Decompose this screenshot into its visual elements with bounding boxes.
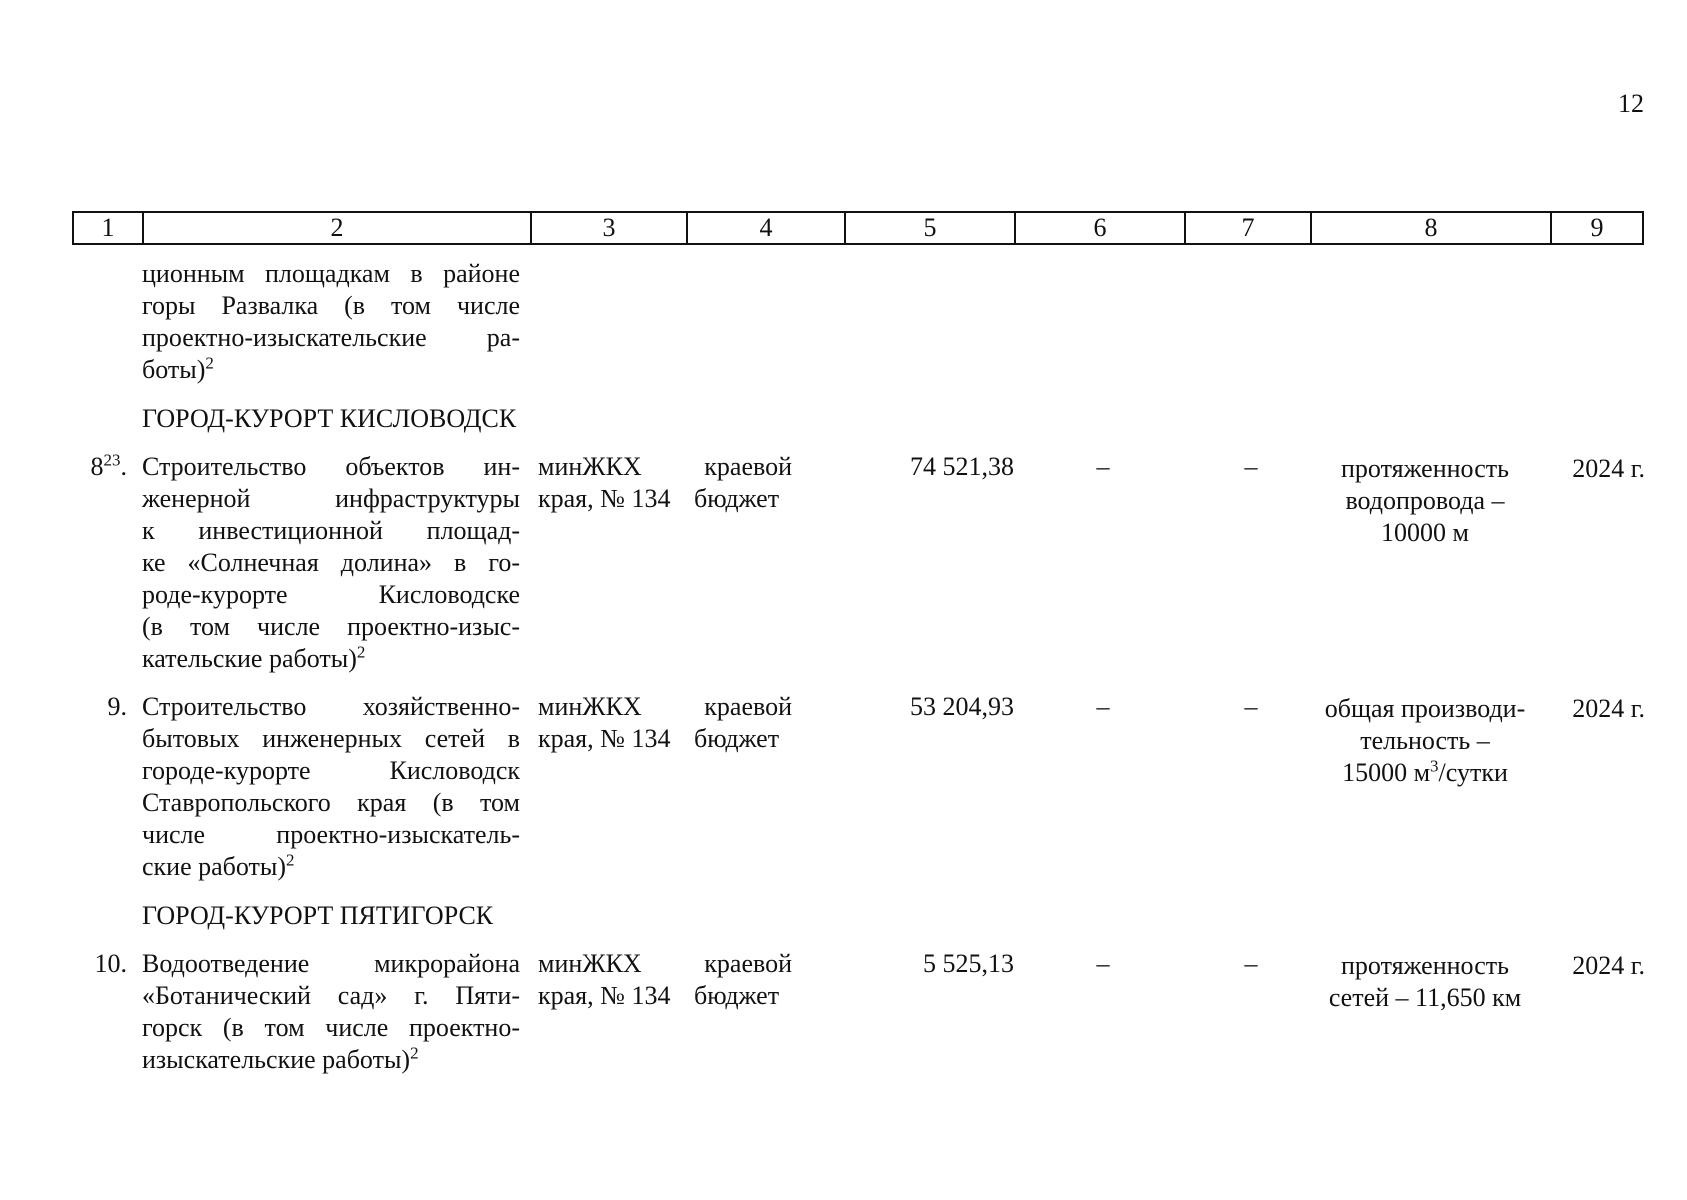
row-number: $8^{23}$. <box>90 450 127 481</box>
row-amount: 5 525,13 <box>923 949 1014 978</box>
header-col-1: 1 <box>73 212 143 244</box>
row-col7: – <box>1244 692 1258 721</box>
footnote-mark: 2 <box>356 642 366 662</box>
row-name: Строительство объектов ин- женерной инфраструктуры к инвестиционной площад- ке «Солнечная долина» в го- роде-курорте Кисловодске (в том числе проектно-изыс- кательские работы)$^2$ <box>142 452 520 673</box>
header-col-5: 5 <box>845 212 1015 244</box>
row-executor: минЖКХ края, № 134 <box>538 692 671 753</box>
row-indicator: протяженность сетей – 11,650 км <box>1328 951 1522 1012</box>
row-amount: 74 521,38 <box>910 452 1014 481</box>
row-col6: – <box>1096 949 1110 978</box>
header-col-7: 7 <box>1185 212 1311 244</box>
row-indicator: протяженность водопровода – 10000 м <box>1341 454 1509 547</box>
page-number: 12 <box>1618 89 1644 118</box>
row-year: 2024 г. <box>1572 454 1645 483</box>
row-col6: – <box>1096 452 1110 481</box>
header-col-6: 6 <box>1015 212 1185 244</box>
header-col-4: 4 <box>687 212 845 244</box>
row-funding-source: краевой бюджет <box>694 452 792 513</box>
row-executor: минЖКХ края, № 134 <box>538 949 671 1010</box>
row-funding-source: краевой бюджет <box>694 692 792 753</box>
row-funding-source: краевой бюджет <box>694 949 792 1010</box>
row-amount: 53 204,93 <box>910 692 1014 721</box>
continuation-line: боты)$^2$ <box>142 353 214 384</box>
header-col-8: 8 <box>1311 212 1551 244</box>
header-col-3: 3 <box>531 212 687 244</box>
row-number: 10. <box>94 949 127 978</box>
footnote-mark: 2 <box>286 850 295 870</box>
continuation-line: ционным площадкам в районе <box>142 259 520 288</box>
header-col-2: 2 <box>143 212 531 244</box>
section-title-pyatigorsk: ГОРОД-КУРОРТ ПЯТИГОРСК <box>142 901 494 930</box>
continuation-text <box>142 258 520 386</box>
section-title-kislovodsk: ГОРОД-КУРОРТ КИСЛОВОДСК <box>142 404 517 433</box>
footnote-mark: 2 <box>410 1043 419 1063</box>
row-name: Строительство хозяйственно- бытовых инженерных сетей в городе-курорте Кисловодск Ставропольского края (в том числе проектно-изыскатель- ские работы)$^2$ <box>142 692 520 881</box>
footnote-mark: 2 <box>205 353 214 373</box>
header-col-9: 9 <box>1551 212 1643 244</box>
continuation-line: проектно-изыскательские ра- <box>142 323 520 352</box>
row-col7: – <box>1244 452 1258 481</box>
row-number: 9. <box>107 692 127 721</box>
row-indicator: общая производи- тельность – 15000 $м^3$/сутки <box>1324 694 1526 787</box>
row-col6: – <box>1096 692 1110 721</box>
row-executor: минЖКХ края, № 134 <box>538 452 671 513</box>
row-year: 2024 г. <box>1572 694 1645 723</box>
continuation-line: горы Развалка (в том числе <box>142 291 520 320</box>
row-name: Водоотведение микрорайона «Ботанический сад» г. Пяти- горск (в том числе проектно- изыскательские работы)$^2$ <box>142 949 520 1074</box>
row-col7: – <box>1244 949 1258 978</box>
table-header <box>72 211 1644 245</box>
row-year: 2024 г. <box>1572 951 1645 980</box>
